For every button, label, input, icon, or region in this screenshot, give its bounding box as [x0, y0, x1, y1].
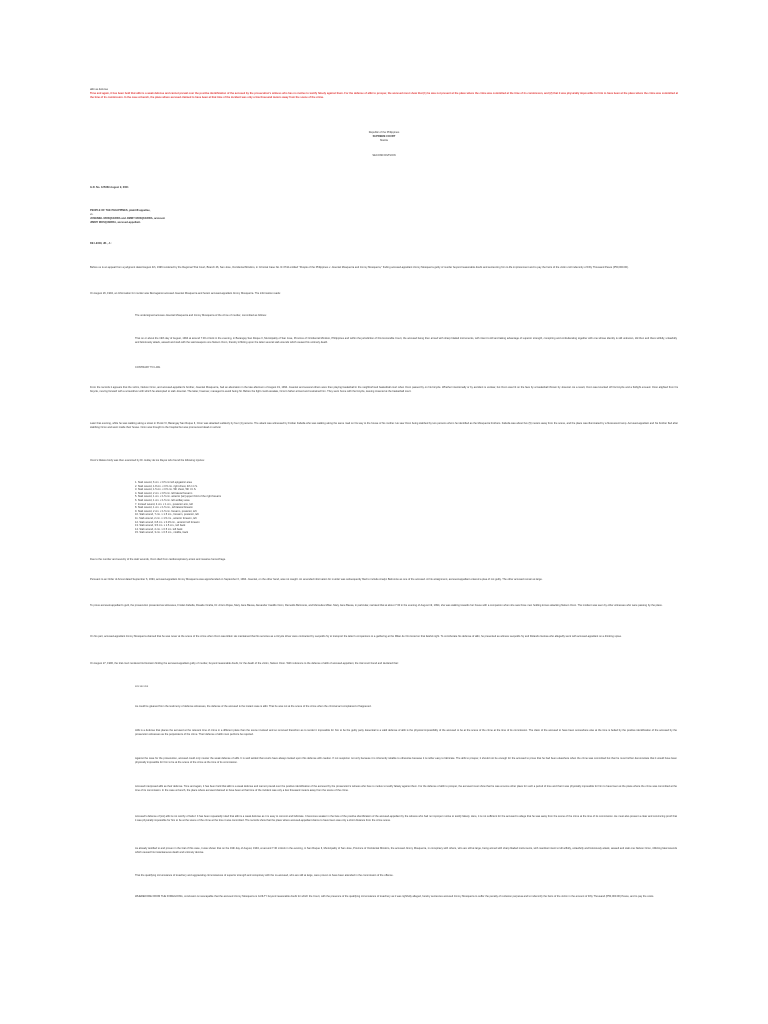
republic-line: Republic of the Philippines: [368, 131, 400, 134]
paragraph: On August 27, 1996, the trial court rendered its Decision finding the accused-appellant guilty of murder, beyond reasonable doubt, for the death of the victim, Nelson Ocon. With reference to the defense of alibi of accused-appellant, the trial court found and declared that:: [90, 662, 399, 665]
list-item: 14. Stab wound, 2 cm. x 0.5 cm. left back: [135, 527, 183, 531]
paragraph: To prove accused-appellant's guilt, the prosecution presented as witnesses, Froilan Fabella, Rosalie Ocaña, Dr. Arturo Rojas, Mary Jane Bausa, Alexander Castillo Ocon, Remedio Belmonte, and Mercedes Milan. Mary Jane Bausa, in particular, narrated that at about 7:30 in the evening of August 19, 1994, she was walking towards her house with a companion when she saw three men holding knives attacking Nelson Ocon. The incident was seen by other witnesses who were passing by the place.: [90, 604, 663, 607]
list-item: 15. Stab wound, 3 cm. x 0.5 cm., middle, back: [135, 531, 189, 535]
list-item: 1. Stab wound, 6 cm. x 0.5 cm left epigastric area: [135, 481, 192, 484]
list-item: 11. Stab wound, 2 cm. x 1.5 cm., anterior forearm, left: [135, 516, 197, 520]
header-note: alibi as defense: [90, 88, 109, 91]
paragraph: The undersigned accuses Joseniel Mosquerra and Jimmy Mosquerra of the crime of murder, committed as follows:: [135, 314, 267, 317]
paragraph: On August 26, 1994, an Information for murder was filed against accused Joseniel Mosquerra and herein accused-appellant Jimmy Mosquerra. The information reads:: [90, 292, 281, 295]
paragraph: Alibi is a defense that places the accused at the relevant time of crime in a different place than the scene involved and so removed therefrom as to render it impossible for him to be the guilty party. Essential to a valid defense of alibi is the physical impossibility of the accused to be at the scene of the crime at the time of its commission. The claim of the accused to have been somewhere else at the time is belied by the positive identification of the accused by the prosecution witnesses as the perpetrators of the crime. Their defense of alibi must perforce be rejected.: [135, 729, 677, 736]
list-item: 5. Stab wound, 1 cm. x 1.5 cm. anterior [sic] upper third of the right forearm: [135, 495, 222, 499]
list-item: 13. Stab wound, 3.5 cm. x 1.5 cm., left back: [135, 524, 186, 528]
paragraph: That on or about the 19th day of August, 1994 at around 7:30 o'clock in the evening, in Barangay San Roque II, Municipality of San Jose, Province of Occidental Mindoro, Philippines and within the jurisdiction of this Honorable Court, the accused being then armed with sharp bladed instruments, with intent to kill and taking advantage of superior strength, conspiring and confederating together with one whose identity is still unknown, did then and there wilfully, unlawfully and feloniously attack, assault and stab with the said weapons one Nelson Ocon, thereby inflicting upon the latter several stab wounds which caused his untimely death.: [135, 337, 677, 344]
versus-line: vs.: [90, 213, 94, 216]
division-line: SECOND DIVISION: [372, 154, 396, 157]
accused-appellant-line: JIMMY MOSQUERRA, accused-appellant.: [90, 221, 141, 224]
list-item: 3. Stab wound, 1.5 cm. x 0.5 cm. 5th chest, 5th I.C.S.: [135, 488, 197, 492]
court-city: Manila: [380, 139, 388, 142]
list-item: 9. Stab wound, 2 cm. x 1.5 cm. forearm, posterior, left: [135, 509, 197, 513]
paragraph: From the records it appears that the victim, Nelson Ocon, and accused-appellant's brother, Joseniel Mosquerra, had an altercation in the late afternoon of August 19, 1994. Joseniel and several others were then playing basketball in the neighborhood basketball court when Ocon passed by on his bicycle. Whether intentionally or by accident is unclear, but Ocon was hit on the face by a basketball thrown by Joseniel. As a result, Ocon was knocked off his bicycle and a fistfight ensued. Ocon alighted from his bicycle, moving forward with a screwdriver with which he attempted to stab Joseniel. The latter, however, managed to avoid being hit. Before the fight could escalate, Ocon's father arrived and restrained him. They went home with the bicycle, leaving Joseniel at the basketball court.: [90, 386, 678, 393]
list-item: 6. Stab wound, 1 cm. x 1.5 cm. left axillary area: [135, 498, 190, 502]
paragraph: On his part, accused-appellant Jimmy Mosquerra claimed that he was never at the scene of the crime when Ocon was killed. He maintained that his services as a tricycle driver were contracted by Leopoldo Sy to transport the latter's companions to a gathering at the Milan de Oro Hotel on that fateful night. To corroborate his defense of alibi, he presented as witness Leopoldo Sy and Rolando Gelosa who allegedly went with accused-appellant on a drinking spree.: [90, 635, 622, 638]
plaintiff-line: PEOPLE OF THE PHILIPPINES, plaintiff-appellee,: [90, 209, 151, 212]
court-name: SUPREME COURT: [372, 135, 396, 138]
paragraph: Later that evening, while he was walking along a street in Purok VI, Barangay San Roque II, Ocon was attacked suddenly by four (4) persons. The attack was witnessed by Froilan Fabella who was walking along the same road on his way to the house of his mother. He saw Ocon being stabbed by two persons whom he identified as the Mosquerra brothers. Fabella was about five (5) meters away from the scene, and the place was illuminated by a fluorescent lamp. Accused-appellant and his brother fled after stabbing Ocon and went inside their house. Ocon was brought to the hospital but was pronounced dead on arrival.: [90, 422, 678, 429]
list-item: 2. Stab wound, 1.8 cm. x 0.5 cm. right chest, 4th I.C.S.: [135, 484, 198, 488]
list-item: 12. Stab wound, 0.8 cm. x 0.15 cm., anterior left forearm: [135, 520, 200, 524]
paragraph: Accused's defense of [sic] alibi is not worthy of belief. It has been repeatedly ruled that alibi is a weak defense as it is easy to concoct and fabricate. It becomes weaker in the face of the positive identification of the accused-appellant by the witness who had no improper motive to testify falsely. Here, it is not sufficient for the accused to allege that he was away from the scene of the crime at the time of its commission. He must also present a clear and convincing proof that it was physically impossible for him to be at the scene of the crime at the time it was committed. The records show that the place where accused-appellant claims to have been was only a short distance from the crime scene.: [135, 815, 677, 822]
list-item: 7. Incised wound, 4 cm. x 1 cm., posterior arm, left: [135, 502, 193, 506]
list-item: 8. Stab wound, 1 cm. x 1.5 cm., left lateral forearm: [135, 506, 193, 510]
paragraph: As could be gleaned from the testimony of defense witnesses, the defense of the accused is the instant case is alibi. That he was not at the scene of the crime when the criminal act complained of happened.: [135, 705, 372, 708]
ponente-line: DE LEON, JR., J.:: [90, 242, 112, 245]
list-item: 4. Stab wound, 2 cm. x 0.5 cm. left lateral forearm: [135, 491, 193, 495]
list-item: 10. Stab wound, 7 cm. x 1.5 cm., forearm, posterior, left: [135, 513, 199, 517]
paragraph: As already testified to and proven in the trial of this case, it was shown that on the 19th day of August, 1994, at around 7:30 o'clock in the evening, in San Roque II, Municipality of San Jose, Province of Occidental Mindoro, the accused Jimmy Mosquerra, in conspiracy with others, who are still at large, being armed with sharp bladed instruments, with manifest intent to kill wilfully, unlawfully and feloniously attack, assault and stab one Nelson Ocon, inflicting fatal wounds which caused his instantaneous death and untimely demise.: [135, 847, 677, 854]
paragraph: Against the case for the prosecution, accused could only muster the weak defense of alibi. It is well settled that courts have always looked upon this defense with caution. If not suspicion not only because it is inherently reliable to otherwise because it is rather easy to fabricate. The alibi to prosper, it should not be enough for the accused to prove that he had been elsewhere when the crime was committed but that he must further demonstrate that it would have been physically impossible for him to be at the scene of the crime at the time of its commission.: [135, 757, 677, 764]
case-number: G.R. No. 125369 August 9, 2001: [90, 186, 129, 189]
paragraph: CONTRARY TO LAW.: [135, 366, 161, 369]
paragraph: Before us is an appeal from a judgment dated August 4th, 1996 rendered by the Regional Trial Court, Branch 46, San Jose, Occidental Mindoro, in Criminal Case No. R-3744 entitled "People of the Philippines v. Joseniel Mosquerra and Jimmy Mosquerra," finding accused-appellant Jimmy Mosquerra guilty of murder beyond reasonable doubt and sentencing him to life imprisonment and to pay the heirs of the victim civil indemnity of Fifty Thousand Pesos (P50,000.00).: [90, 266, 629, 269]
paragraph: Due to the number and severity of the stab wounds, Ocon died from cardiorespiratory arrest and massive hemorrhage.: [90, 558, 226, 561]
paragraph: Ocon's lifeless body was then examined by Dr. Hulley de los Reyes who found the following injuries:: [90, 459, 205, 462]
paragraph: xxx xxx xxx: [135, 685, 149, 688]
paragraph: WHEREFORE FROM THE FOREGOING, conclusion is inescapable that the accused Jimmy Mosquerra is GUILTY beyond reasonable doubt for which the Court, with the presence of the qualifying circumstance of treachery as it was rightfully alleged, hereby sentences accused Jimmy Mosquerra to suffer the penalty of reclusion perpetua and to indemnify the heirs of the victim in the amount of Fifty Thousand (P50,000.00) Pesos, and to pay the costs.: [135, 895, 655, 898]
paragraph: Pursuant to an Order of Arrest dated September 6, 1994, accused-appellant Jimmy Mosquerra was apprehended on September 6, 1994. Joseniel, on the other hand, was not caught. An amended information for murder was subsequently filed to include Analyn Belmonte as one of the accused. At his arraignment, accused-appellant entered a plea of not guilty. The other accused remain at large.: [90, 578, 543, 581]
wound-list: [135, 481, 677, 535]
accused-line: JOSENIEL MOSQUERRA and JIMMY MOSQUERRA, accused.: [90, 217, 166, 220]
paragraph: That the qualifying circumstance of treachery and aggravating circumstances of superior strength and conspiracy with the co-accused, who are still at large, were proven to have been attended in the commission of the offense.: [135, 874, 394, 877]
highlighted-excerpt: Time and again, it has been held that alibi is a weak defense and cannot prevail over the positive identification of the accused by the prosecution's witness who has no motive to testify falsely against them. For the defense of alibi to prosper, the accused must show that (1) he was not present at the place where the crime was committed at the time of its commission, and (2) that it was physically impossible for him to have been at the place where the crime was committed at the time of its commission. In the case at bench, the place where accused claimed to have been at that time of the incident was only a few thousand meters away from the scene of the crime.: [90, 92, 678, 99]
paragraph: Accused interposed alibi as their defense. Time and again, it has been held that alibi is a weak defense and cannot prevail over the positive identification of the accused by the prosecution's witness who has no motive to testify falsely against them. For the defense of alibi to prosper, the accused must show that he was at some other place for such a period of time and that it was physically impossible for him to have been at the place where the crime was committed at the time of its commission. In the case at bench, the place where accused claimed to have been at that time of the incident was only a few thousand meters away from the scene of the crime.: [135, 785, 677, 792]
